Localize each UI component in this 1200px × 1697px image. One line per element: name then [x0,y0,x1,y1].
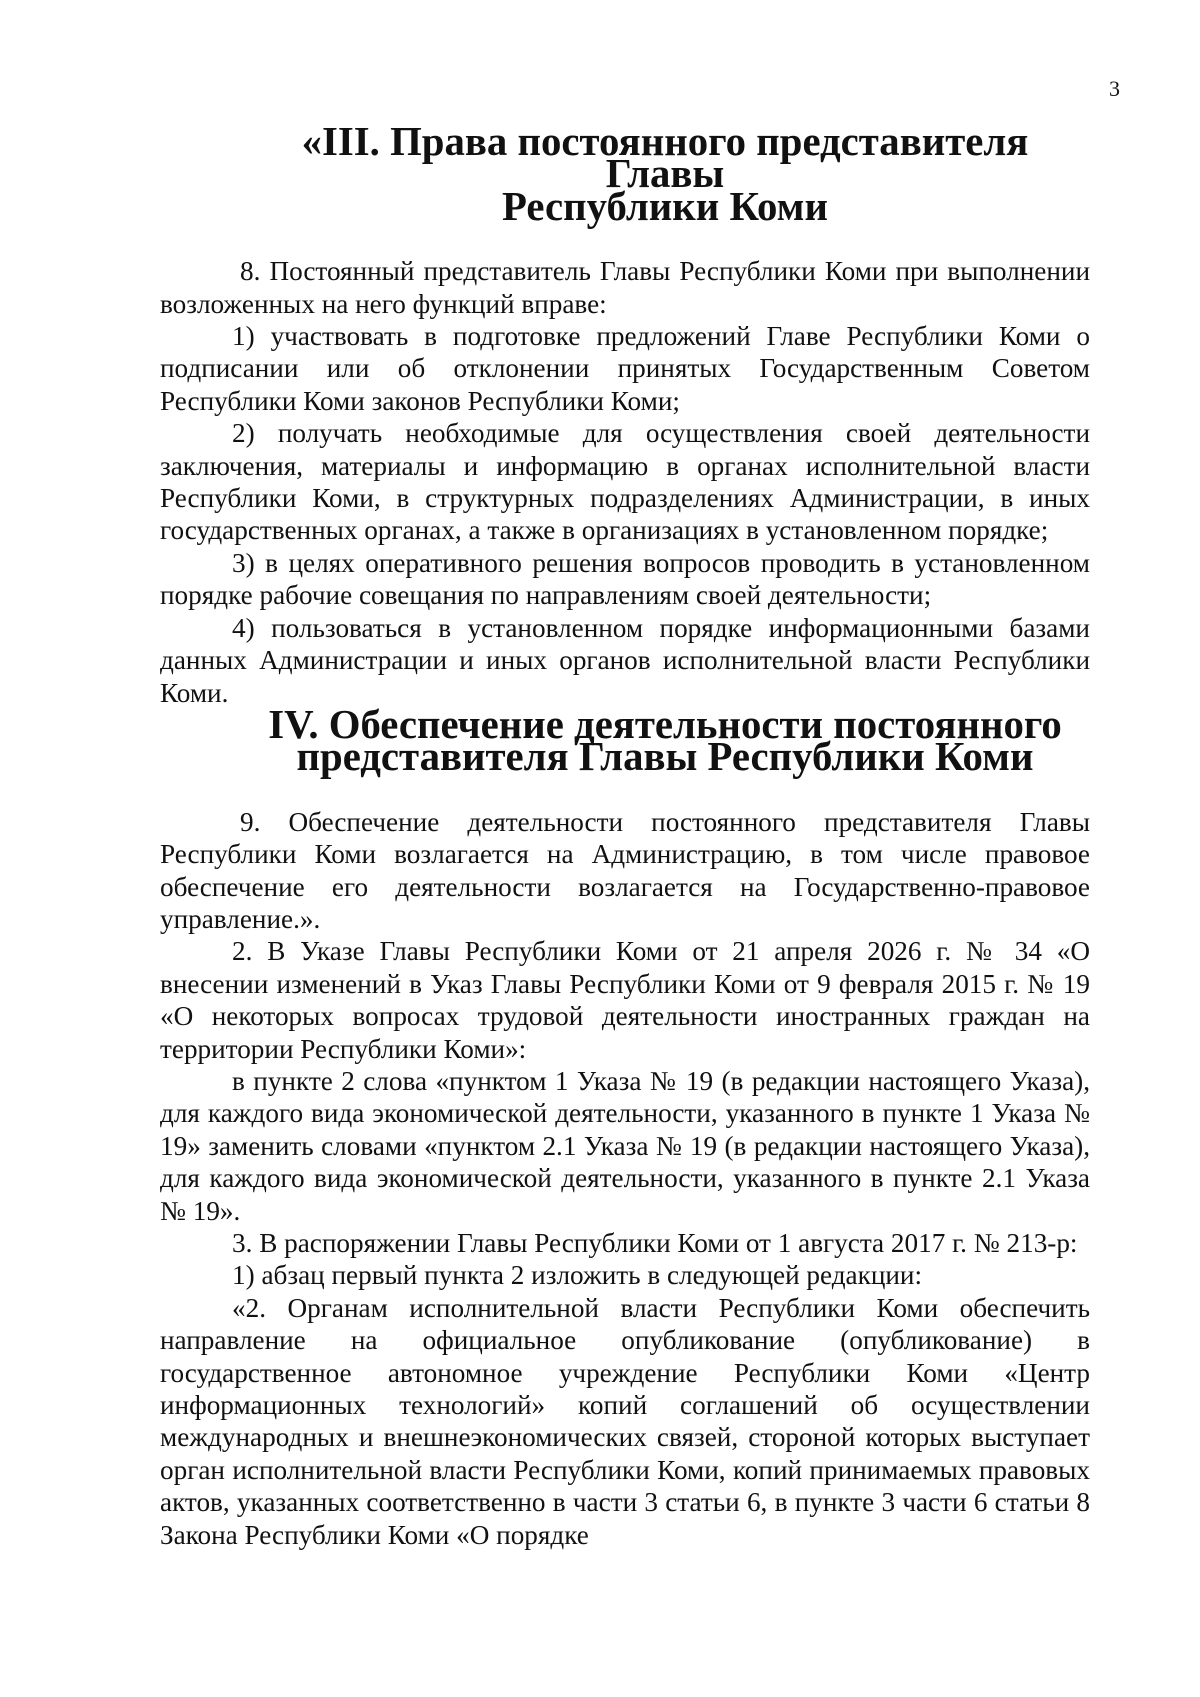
paragraph-8-item-3: 3) в целях оперативного решения вопросов проводить в установленном порядке рабочие совещания по направлениям своей деятельности; [160,547,1090,611]
document-body [160,119,1090,1551]
section-3-heading [160,119,1090,229]
paragraph-8-item-4: 4) пользоваться в установленном порядке информационными базами данных Администрации и иных органов исполнительной власти Республики Коми. [160,612,1090,708]
section-4-heading-line-2: представителя Главы Республики Коми [296,734,1034,780]
paragraph-amendment-2: 2. В Указе Главы Республики Коми от 21 апреля 2026 г. № 34 «О внесении изменений в Указ Главы Республики Коми от 9 февраля 2015 г. № 19 «О некоторых вопросах трудовой деятельности иностранных граждан на территории Республики Коми»: [160,936,1090,1064]
paragraph-amendment-2-text: в пункте 2 слова «пунктом 1 Указа № 19 (в редакции настоящего Указа), для каждого вида экономической деятельности, указанного в пункте 1 Указа № 19» заменить словами «пунктом 2.1 Указа № 19 (в редакции настоящего Указа), для каждого вида экономической деятельности, указанного в пункте 2.1 Указа № 19». [160,1065,1090,1226]
paragraph-8-item-1: 1) участвовать в подготовке предложений Главе Республики Коми о подписании или об отклонении принятых Государственным Советом Республики Коми законов Республики Коми; [160,321,1090,416]
section-3-heading-line-2: Республики Коми [502,183,828,229]
paragraph-9: 9. Обеспечение деятельности постоянного представителя Главы Республики Коми возлагается на Администрацию, в том числе правовое обеспечение его деятельности возлагается на Государственно-правовое управление.». [160,806,1090,934]
section-4-heading [160,701,1090,780]
paragraph-amendment-3-item-1: 1) абзац первый пункта 2 изложить в следующей редакции: [232,1260,923,1291]
paragraph-amendment-3: 3. В распоряжении Главы Республики Коми от 1 августа 2017 г. № 213-р: [232,1228,1078,1258]
section-3-heading-line-1: «III. Права постоянного представителя Главы [301,119,1029,197]
paragraph-8-item-2: 2) получать необходимые для осуществления своей деятельности заключения, материалы и информацию в органах исполнительной власти Республики Коми, в структурных подразделениях Администрации, в иных государственных органах, а также в организациях в установленном порядке; [160,418,1090,546]
paragraph-amendment-3-quote: «2. Органам исполнительной власти Республики Коми обеспечить направление на официальное опубликование (опубликование) в государственное автономное учреждение Республики Коми «Центр информационных технологий» копий соглашений об осуществлении международных и внешнеэкономических связей, стороной которых выступает орган исполнительной власти Республики Коми, копий принимаемых правовых актов, указанных соответственно в части 3 статьи 6, в пункте 3 части 6 статьи 8 Закона Республики Коми «О порядке [160,1292,1090,1550]
paragraph-8: 8. Постоянный представитель Главы Республики Коми при выполнении возложенных на него функций вправе: [160,256,1090,319]
section-4-heading-line-1: IV. Обеспечение деятельности постоянного [268,701,1062,747]
page-number: 3 [1109,76,1120,101]
